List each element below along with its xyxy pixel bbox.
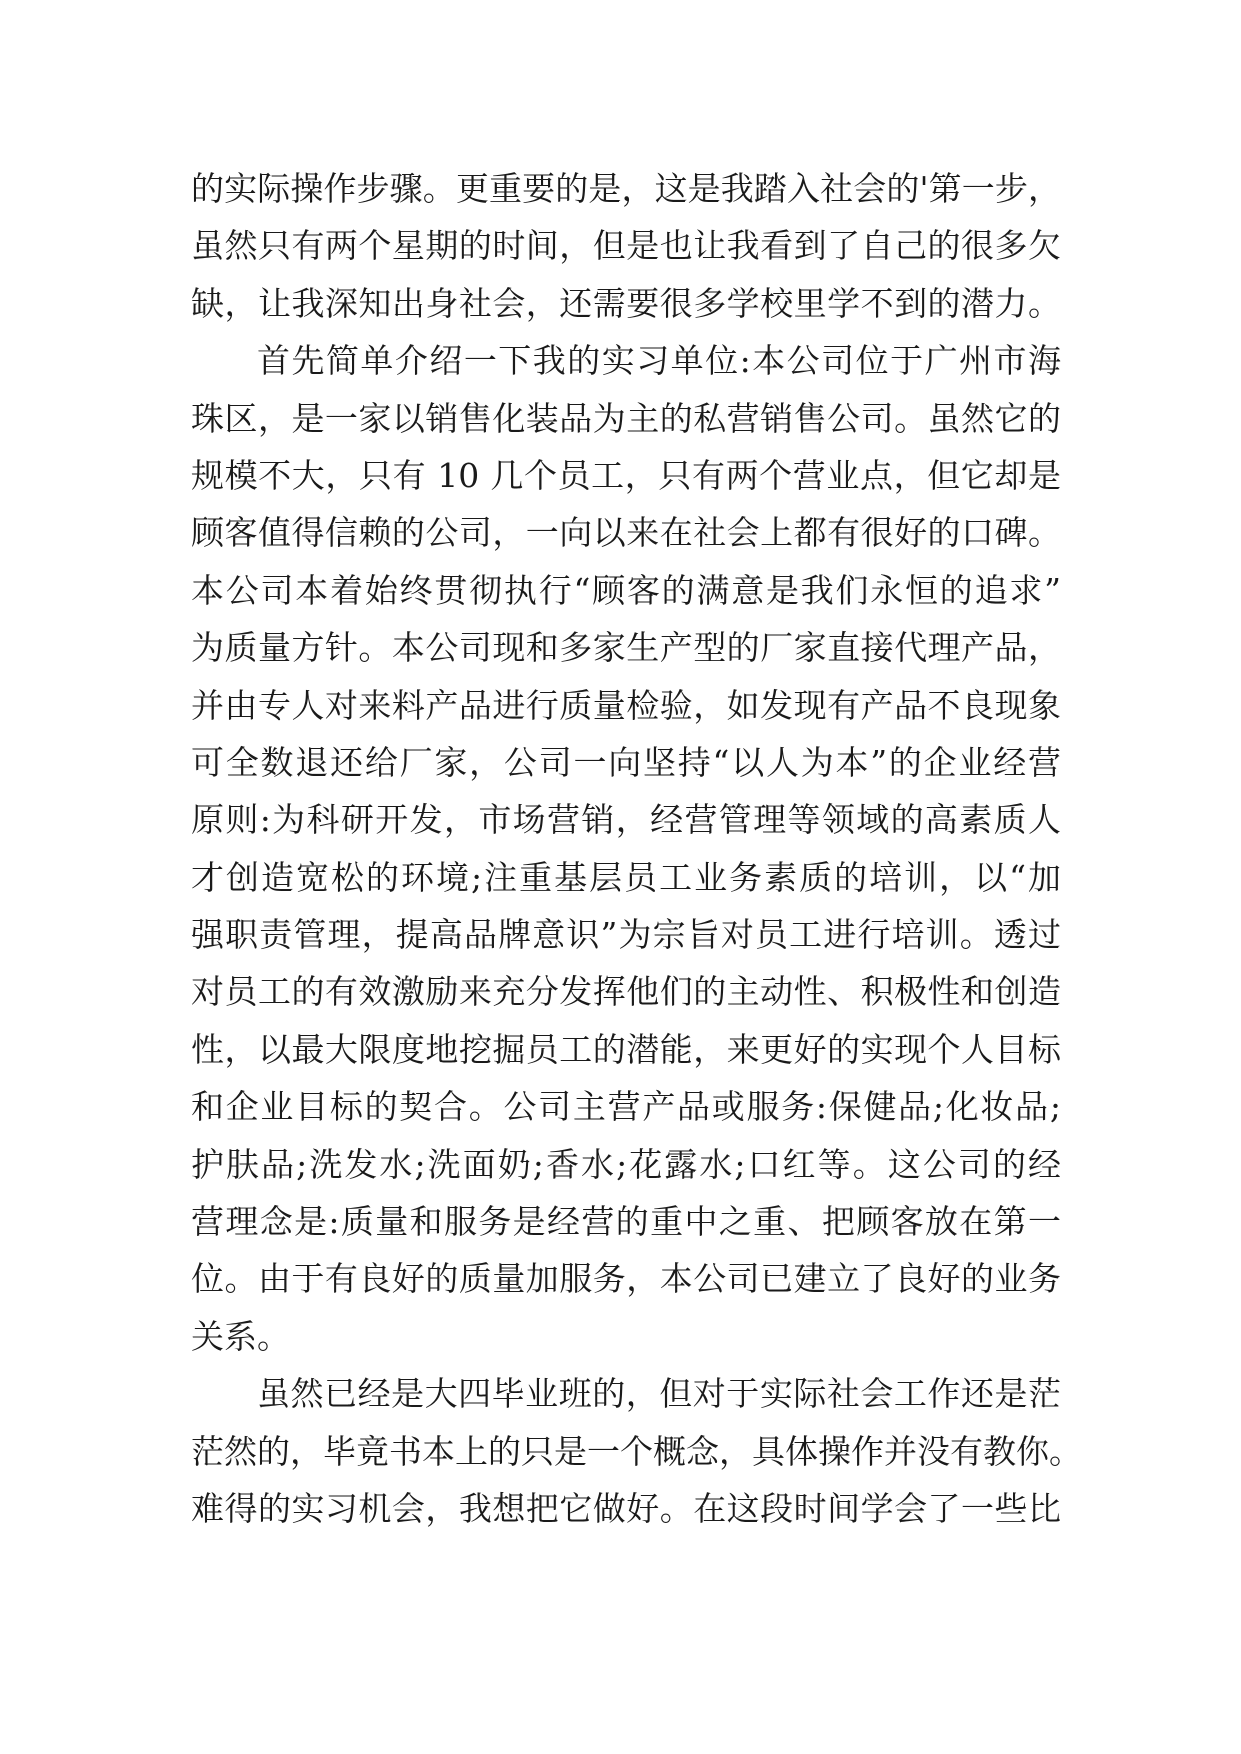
text-line: 和企业目标的契合。公司主营产品或服务:保健品;化妆品; — [191, 1087, 1061, 1127]
text-line: 首先简单介绍一下我的实习单位:本公司位于广州市海 — [257, 341, 1061, 381]
text-line: 关系。 — [191, 1316, 290, 1356]
body-text — [191, 160, 1082, 1537]
text-line: 规模不大，只有 10 几个员工，只有两个营业点，但它却是 — [191, 455, 1061, 495]
text-line: 缺，让我深知出身社会，还需要很多学校里学不到的潜力。 — [191, 283, 1061, 323]
text-line: 本公司本着始终贯彻执行“顾客的满意是我们永恒的追求” — [191, 570, 1061, 610]
text-line: 位。由于有良好的质量加服务，本公司已建立了良好的业务 — [191, 1259, 1061, 1299]
text-line: 的实际操作步骤。更重要的是，这是我踏入社会的'第一步， — [191, 169, 1061, 208]
paragraph-1 — [191, 160, 1061, 332]
text-line: 虽然已经是大四毕业班的，但对于实际社会工作还是茫 — [257, 1374, 1061, 1414]
paragraph-2 — [191, 332, 1061, 1365]
text-line: 护肤品;洗发水;洗面奶;香水;花露水;口红等。这公司的经 — [191, 1144, 1061, 1184]
text-line: 并由专人对来料产品进行质量检验，如发现有产品不良现象 — [191, 685, 1061, 725]
text-line: 珠区，是一家以销售化装品为主的私营销售公司。虽然它的 — [191, 398, 1061, 438]
text-line: 对员工的有效激励来充分发挥他们的主动性、积极性和创造 — [191, 972, 1061, 1012]
text-line: 虽然只有两个星期的时间，但是也让我看到了自己的很多欠 — [191, 226, 1061, 266]
text-line: 可全数退还给厂家，公司一向坚持“以人为本”的企业经营 — [191, 742, 1061, 782]
text-line: 营理念是:质量和服务是经营的重中之重、把顾客放在第一 — [191, 1202, 1061, 1242]
text-line: 才创造宽松的环境;注重基层员工业务素质的培训，以“加 — [191, 857, 1061, 897]
text-line: 强职责管理，提高品牌意识”为宗旨对员工进行培训。透过 — [191, 915, 1061, 955]
text-line: 顾客值得信赖的公司，一向以来在社会上都有很好的口碑。 — [191, 513, 1061, 553]
text-line: 性，以最大限度地挖掘员工的潜能，来更好的实现个人目标 — [191, 1029, 1061, 1069]
text-line: 原则:为科研开发，市场营销，经营管理等领域的高素质人 — [191, 800, 1061, 840]
text-line: 为质量方针。本公司现和多家生产型的厂家直接代理产品， — [191, 628, 1061, 668]
text-line: 难得的实习机会，我想把它做好。在这段时间学会了一些比 — [191, 1488, 1061, 1528]
paragraph-3 — [191, 1365, 1082, 1537]
text-line: 茫然的，毕竟书本上的只是一个概念，具体操作并没有教你。 — [191, 1431, 1082, 1471]
